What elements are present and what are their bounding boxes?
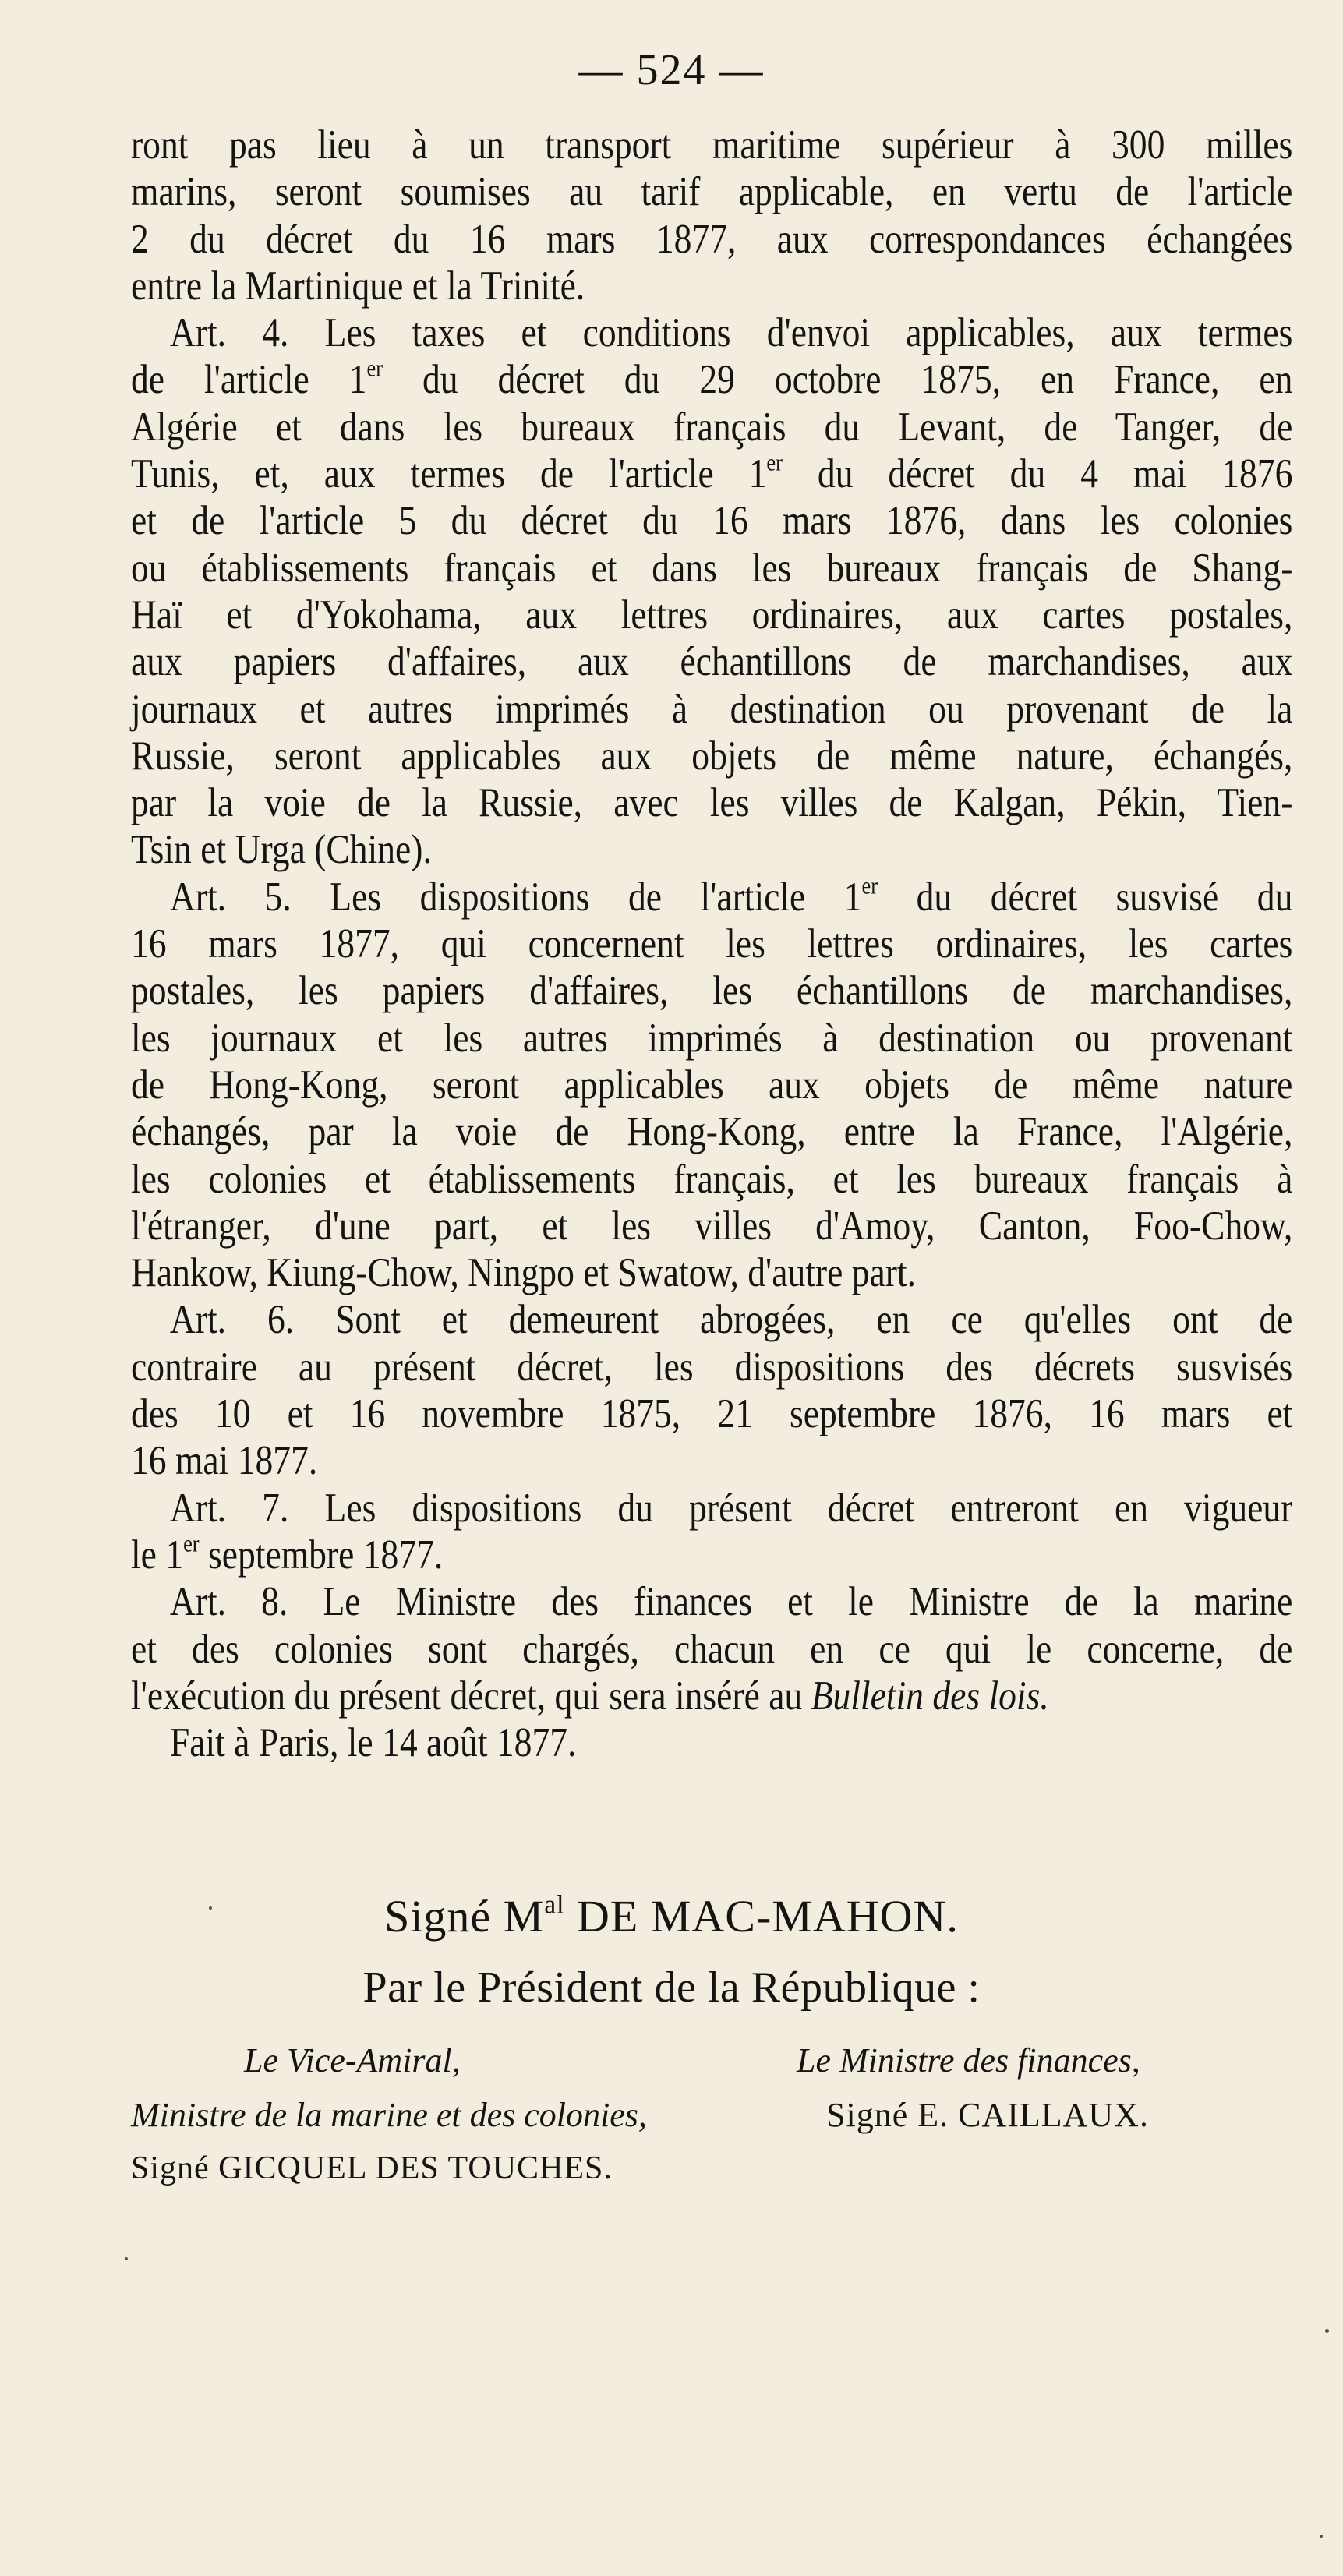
text-line: postales, les papiers d'affaires, les échantillons de marchandises, [131, 968, 1293, 1014]
article-4-heading-line: Art. 4. Les taxes et conditions d'envoi applicables, aux termes [169, 310, 1293, 356]
article-6-heading-line: Art. 6. Sont et demeurent abrogées, en ce qu'elles ont de [169, 1297, 1293, 1343]
text-line: aux papiers d'affaires, aux échantillons de marchandises, aux [131, 639, 1293, 685]
article-8-heading-line: Art. 8. Le Ministre des finances et le Ministre de la marine [169, 1579, 1293, 1625]
text-line: Tsin et Urga (Chine). [131, 827, 432, 873]
text-line: ou établissements français et dans les bureaux français de Shang- [131, 545, 1293, 591]
text-line: les journaux et les autres imprimés à destination ou provenant [131, 1015, 1293, 1061]
text-line: Hankow, Kiung-Chow, Ningpo et Swatow, d'autre part. [131, 1250, 916, 1296]
text-line: contraire au présent décret, les dispositions des décrets susvisés [131, 1344, 1293, 1390]
right-title: Le Ministre des finances, [797, 2041, 1140, 2080]
text-line: ront pas lieu à un transport maritime supérieur à 300 milles [131, 122, 1293, 168]
paper-speck [1320, 2535, 1323, 2538]
by-president-line: Par le Président de la République : [362, 1963, 981, 2012]
text-line: journaux et autres imprimés à destination ou provenant de la [131, 686, 1293, 732]
text-line-bulletin [131, 1673, 1292, 1719]
paper-speck [125, 2257, 128, 2260]
text-line: 16 mai 1877. [131, 1438, 318, 1484]
text-line: par la voie de la Russie, avec les villes de Kalgan, Pékin, Tien- [131, 780, 1293, 826]
paper-speck [1325, 2329, 1329, 2333]
left-title-2: Ministre de la marine et des colonies, [131, 2096, 647, 2134]
paper-speck [209, 1906, 212, 1910]
text-line: et de l'article 5 du décret du 16 mars 1876, dans les colonies [131, 498, 1293, 544]
page-number: — 524 — [578, 46, 765, 94]
text-line: marins, seront soumises au tarif applicable, en vertu de l'article [131, 169, 1293, 215]
body-text [131, 122, 1292, 1766]
text-line: Algérie et dans les bureaux français du Levant, de Tanger, de [131, 404, 1293, 450]
bulletin-title: Bulletin des lois. [811, 1673, 1049, 1719]
signature-text: Signé $M^{al}$ DE MAC-MAHON. [384, 1890, 959, 1942]
article-5-heading-line: Art. 5. Les dispositions de l'article 1er du décret susvisé du [169, 872, 1293, 920]
text-segment: l'exécution du présent décret, qui sera inséré au [131, 1673, 803, 1719]
text-line: de Hong-Kong, seront applicables aux objets de même nature [131, 1062, 1293, 1108]
text-line: 16 mars 1877, qui concernent les lettres ordinaires, les cartes [131, 921, 1293, 967]
text-line: l'étranger, d'une part, et les villes d'Amoy, Canton, Foo-Chow, [131, 1203, 1293, 1249]
date-line: Fait à Paris, le 14 août 1877. [169, 1720, 577, 1766]
text-line: le 1er septembre 1877. [131, 1530, 444, 1578]
text-line: 2 du décret du 16 mars 1877, aux correspondances échangées [131, 216, 1293, 262]
text-line: des 10 et 16 novembre 1875, 21 septembre 1876, 16 mars et [131, 1391, 1293, 1437]
text-line: Haï et d'Yokohama, aux lettres ordinaires, aux cartes postales, [131, 592, 1293, 638]
text-line: échangés, par la voie de Hong-Kong, entre la France, l'Algérie, [131, 1109, 1293, 1155]
left-signed: Signé GICQUEL DES TOUCHES. [131, 2150, 613, 2186]
text-line: les colonies et établissements français, et les bureaux français à [131, 1156, 1293, 1202]
text-line: Tunis, et, aux termes de l'article 1er du décret du 4 mai 1876 [131, 449, 1293, 497]
left-title-1: Le Vice-Amiral, [244, 2041, 461, 2080]
president-signature [0, 1890, 1343, 1942]
right-signed: Signé E. CAILLAUX. [826, 2096, 1149, 2134]
text-line: et des colonies sont chargés, chacun en ce qui le concerne, de [131, 1626, 1293, 1672]
text-line: entre la Martinique et la Trinité. [131, 263, 585, 309]
text-line: Russie, seront applicables aux objets de même nature, échangés, [131, 733, 1293, 779]
article-7-heading-line: Art. 7. Les dispositions du présent décret entreront en vigueur [169, 1485, 1293, 1531]
text-line: de l'article 1er du décret du 29 octobre 1875, en France, en [131, 355, 1293, 403]
